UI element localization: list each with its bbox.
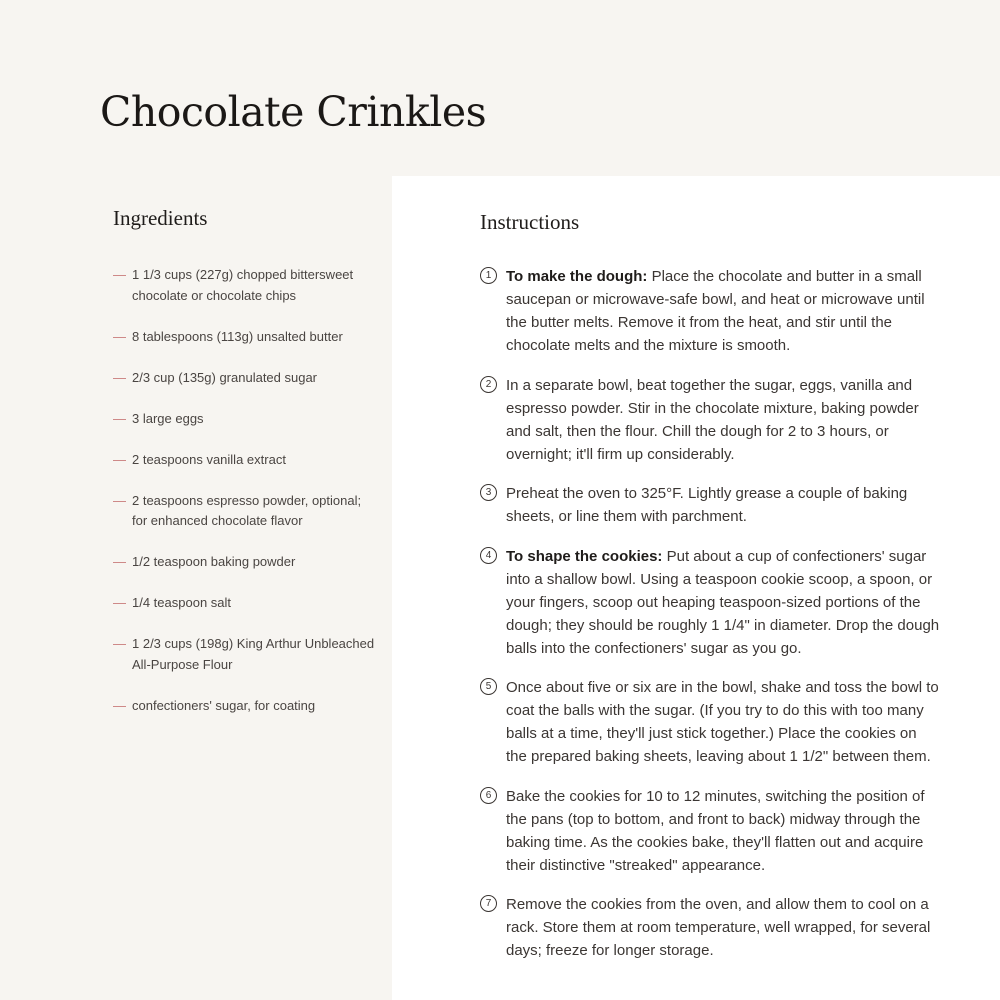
step-body-text: Once about five or six are in the bowl, shake and toss the bowl to coat the balls with the sugar. (If you try to do this with too many balls at a time, they'll just stick together.) Place the cookies on the prepared baking sheets, leaving about 1 1/2" between them. [506, 679, 939, 765]
instructions-heading: Instructions [480, 210, 580, 234]
step-text [506, 676, 940, 768]
ingredient-item [113, 593, 375, 614]
ingredient-text: 1 2/3 cups (198g) King Arthur Unbleached All-Purpose Flour [132, 636, 375, 672]
ingredient-item [113, 409, 375, 430]
step-number-icon: 6 [480, 787, 497, 804]
dash-icon: — [113, 636, 126, 651]
instructions-list [480, 265, 940, 979]
step-text [506, 893, 940, 962]
ingredient-item [113, 265, 375, 306]
instruction-step [480, 545, 940, 660]
ingredient-text: 8 tablespoons (113g) unsalted butter [132, 328, 343, 344]
step-text [506, 265, 940, 357]
dash-icon: — [113, 267, 126, 282]
ingredient-text: 2/3 cup (135g) granulated sugar [132, 369, 318, 385]
dash-icon: — [113, 451, 126, 467]
ingredients-section [113, 206, 375, 737]
ingredient-item [113, 368, 375, 389]
ingredient-text: 1 1/3 cups (227g) chopped bittersweet chocolate or chocolate chips [132, 267, 354, 303]
dash-icon: — [113, 369, 126, 385]
instructions-panel [392, 176, 1000, 1000]
ingredient-item [113, 696, 375, 717]
ingredient-item [113, 491, 375, 532]
step-body-text: Preheat the oven to 325°F. Lightly grease a couple of baking sheets, or line them with parchment. [506, 485, 908, 525]
page-title: Chocolate Crinkles [100, 88, 487, 136]
ingredient-text: confectioners' sugar, for coating [132, 697, 316, 713]
ingredient-item [113, 634, 375, 675]
ingredient-text: 2 teaspoons vanilla extract [132, 451, 286, 467]
dash-icon: — [113, 554, 126, 569]
step-text [506, 374, 940, 466]
dash-icon: — [113, 492, 126, 508]
ingredient-text: 1/2 teaspoon baking powder [132, 554, 296, 569]
step-lead: To make the dough: [506, 268, 648, 285]
step-body-text: Bake the cookies for 10 to 12 minutes, switching the position of the pans (top to bottom, and front to back) midway through the baking time. As the cookies bake, they'll flatten out and acquire their distinctive "streaked" appearance. [506, 787, 925, 874]
step-number-icon: 5 [480, 678, 497, 695]
step-text [506, 545, 940, 660]
dash-icon: — [113, 328, 126, 344]
step-number-icon: 2 [480, 376, 497, 393]
ingredient-text: 2 teaspoons espresso powder, optional; for enhanced chocolate flavor [132, 492, 362, 528]
instruction-step [480, 482, 940, 528]
instruction-step [480, 893, 940, 962]
step-text [506, 785, 940, 877]
ingredients-heading: Ingredients [113, 206, 208, 230]
instruction-step [480, 785, 940, 877]
step-body-text: Put about a cup of confectioners' sugar into a shallow bowl. Using a teaspoon cookie scoop, a spoon, or your fingers, scoop out heaping teaspoon-sized portions of the dough; they should be roughly 1 1/4" in diameter. Drop the dough balls into the confectioners' sugar as you go. [506, 547, 940, 657]
dash-icon: — [113, 697, 126, 713]
step-body-text: In a separate bowl, beat together the sugar, eggs, vanilla and espresso powder. Stir in the chocolate mixture, baking powder and salt, then the flour. Chill the dough for 2 to 3 hours, or overnight; it'll firm up considerably. [506, 376, 919, 463]
step-text [506, 482, 940, 528]
step-number-icon: 7 [480, 895, 497, 912]
ingredient-text: 3 large eggs [132, 410, 204, 426]
step-number-icon: 3 [480, 484, 497, 501]
step-lead: To shape the cookies: [506, 547, 663, 565]
ingredient-item [113, 327, 375, 348]
dash-icon: — [113, 410, 126, 426]
ingredient-item [113, 450, 375, 471]
step-body-text: Place the chocolate and butter in a small saucepan or microwave-safe bowl, and heat or microwave until the butter melts. Remove it from the heat, and stir until the chocolate melts and the mixture is smooth. [506, 268, 925, 354]
step-number-icon: 4 [480, 547, 497, 564]
ingredient-item [113, 552, 375, 573]
instruction-step [480, 374, 940, 466]
ingredient-text: 1/4 teaspoon salt [132, 595, 232, 610]
instruction-step [480, 265, 940, 357]
dash-icon: — [113, 595, 126, 610]
step-body-text: Remove the cookies from the oven, and allow them to cool on a rack. Store them at room temperature, well wrapped, for several days; freeze for longer storage. [506, 896, 931, 959]
instruction-step [480, 676, 940, 768]
ingredients-list [113, 265, 375, 716]
step-number-icon: 1 [480, 267, 497, 284]
